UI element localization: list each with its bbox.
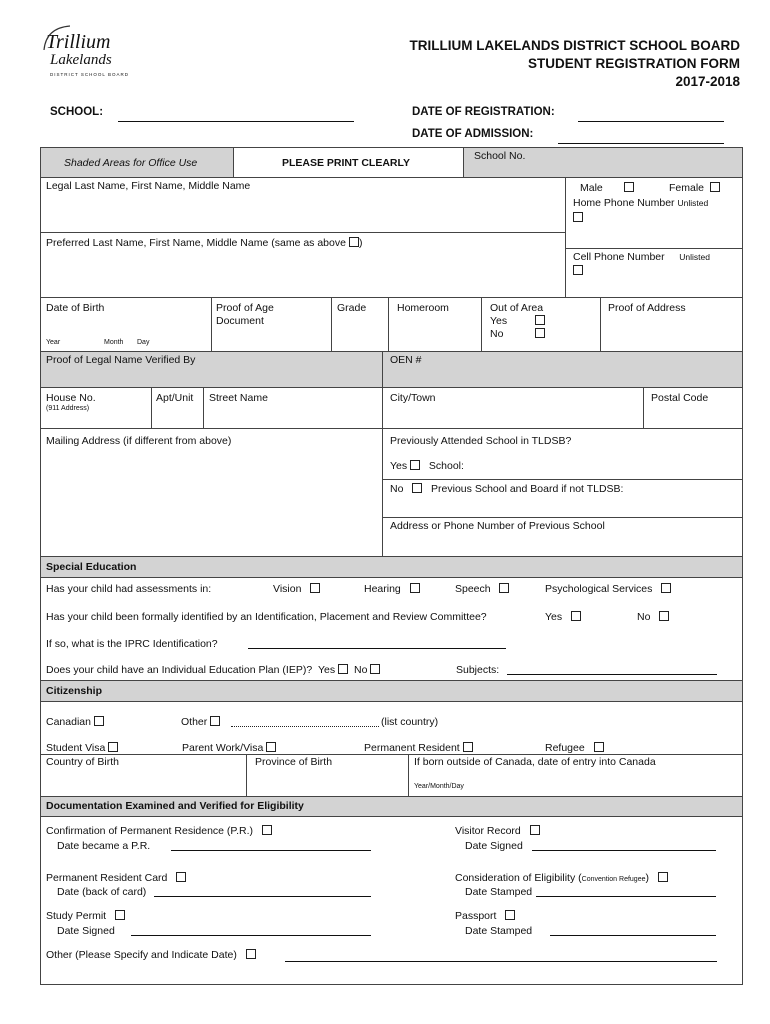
iep-yes-checkbox[interactable] [338,664,348,674]
logo-name-line2: Lakelands [50,52,112,68]
ymd-label: Year/Month/Day [414,783,464,790]
school-field[interactable] [118,121,354,122]
passport-label: Passport [455,910,497,922]
refugee-option[interactable] [545,742,604,754]
other-country-field[interactable] [231,726,379,727]
subjects-field[interactable] [507,674,717,675]
born-outside-label: If born outside of Canada, date of entry into Canada [414,756,656,768]
legal-name-verified-label: Proof of Legal Name Verified By [46,354,196,366]
prc-checkbox[interactable] [176,872,186,882]
cell-unlisted-checkbox[interactable] [573,265,583,275]
same-as-above-checkbox[interactable] [349,237,359,247]
pr-label: Confirmation of Permanent Residence (P.R.) [46,825,253,837]
form-title: STUDENT REGISTRATION FORM [528,56,740,71]
other-doc-option[interactable] [46,949,256,961]
student-visa-checkbox[interactable] [108,742,118,752]
vision-checkbox[interactable] [310,583,320,593]
prc-date-field[interactable] [154,896,371,897]
consideration-date-label: Date Stamped [465,886,533,898]
other-option[interactable] [181,716,220,728]
prev-no-label: No [390,483,404,495]
consideration-label: Consideration of Eligibility ( [455,872,582,884]
list-country-label: (list country) [381,716,439,728]
other-label: Other [181,716,208,728]
iprc-id-field[interactable] [248,648,506,649]
other-doc-field[interactable] [285,961,717,962]
other-checkbox[interactable] [210,716,220,726]
iprc-yes-checkbox[interactable] [571,611,581,621]
date-admission-label: DATE OF ADMISSION: [412,128,534,140]
psych-option[interactable] [545,583,671,595]
perm-res-option[interactable] [364,742,473,754]
cell-phone-label [573,251,710,263]
parent-visa-option[interactable] [182,742,276,754]
hearing-checkbox[interactable] [410,583,420,593]
speech-label: Speech [455,583,491,595]
proof-age-label-2: Document [216,315,264,327]
passport-checkbox[interactable] [505,910,515,920]
prev-attended-no[interactable] [390,483,623,495]
iprc-no-checkbox[interactable] [659,611,669,621]
canadian-label: Canadian [46,716,91,728]
assessments-label: Has your child had assessments in: [46,583,212,595]
speech-option[interactable] [455,583,509,595]
prev-yes-label: Yes [390,460,408,472]
parent-visa-checkbox[interactable] [266,742,276,752]
out-of-area-label: Out of Area [490,302,544,314]
prev-school-label: School: [428,460,464,472]
visitor-date-label: Date Signed [465,840,523,852]
perm-res-checkbox[interactable] [463,742,473,752]
other-doc-label: Other (Please Specify and Indicate Date) [46,949,237,961]
date-registration-label: DATE OF REGISTRATION: [412,106,555,118]
perm-res-label: Permanent Resident [364,742,460,754]
refugee-label: Refugee [545,742,585,754]
prev-no-checkbox[interactable] [412,483,422,493]
legal-name-label: Legal Last Name, First Name, Middle Name [46,180,251,192]
preferred-name-label [46,237,362,249]
iep-yes-label: Yes [318,664,336,676]
passport-option[interactable] [455,910,515,922]
prev-board-label: Previous School and Board if not TLDSB: [431,483,624,495]
passport-date-label: Date Stamped [465,925,533,937]
prev-yes-checkbox[interactable] [410,460,420,470]
logo-name-line3: DISTRICT SCHOOL BOARD [50,72,130,77]
consideration-sub: Convention Refugee [581,876,646,883]
school-no-label: School No. [474,150,526,162]
canadian-option[interactable] [46,716,104,728]
cell-phone-text: Cell Phone Number [573,251,665,263]
student-visa-label: Student Visa [46,742,106,754]
male-option[interactable] [580,182,634,194]
female-option[interactable] [669,182,720,194]
prev-attended-yes[interactable] [390,460,464,472]
pr-checkbox[interactable] [262,825,272,835]
dob-label: Date of Birth [46,302,105,314]
study-permit-checkbox[interactable] [115,910,125,920]
vision-label: Vision [273,583,302,595]
visitor-option[interactable] [455,825,540,837]
visitor-label: Visitor Record [455,825,521,837]
out-no-checkbox[interactable] [535,328,545,338]
documentation-heading: Documentation Examined and Verified for Eligibility [46,800,304,812]
iep-no-label: No [353,664,368,676]
study-date-field[interactable] [131,935,371,936]
print-clearly-note: PLEASE PRINT CLEARLY [282,157,410,169]
home-phone-label [573,197,708,209]
homeroom-label: Homeroom [397,302,449,314]
prev-attended-label: Previously Attended School in TLDSB? [390,435,572,447]
psych-checkbox[interactable] [661,583,671,593]
mailing-address-label: Mailing Address (if different from above) [46,435,232,447]
home-phone-text: Home Phone Number [573,197,675,209]
prc-date-label: Date (back of card) [57,886,147,898]
house-no-label: House No. [46,392,96,404]
iprc-no-label: No [637,611,651,623]
street-name-label: Street Name [209,392,268,404]
home-unlisted-checkbox[interactable] [573,212,583,222]
preferred-close: ) [358,237,363,249]
study-permit-label: Study Permit [46,910,107,922]
apt-unit-label: Apt/Unit [156,392,194,404]
preferred-name-field[interactable] [44,252,562,294]
logo-swoosh-icon [40,22,80,52]
home-unlisted-label: Unlisted [677,198,709,208]
date-registration-field[interactable] [578,121,724,122]
iprc-no-option[interactable] [637,611,669,623]
female-label: Female [669,182,705,194]
iep-text: Does your child have an Individual Education Plan (IEP)? [46,664,313,676]
consideration-date-field[interactable] [536,896,716,897]
country-birth-label: Country of Birth [46,756,119,768]
iprc-question: Has your child been formally identified by an Identification, Placement and Review Committee? [46,611,487,623]
logo-name-line1: Trillium [46,31,111,53]
prc-label: Permanent Resident Card [46,872,168,884]
hearing-option[interactable] [364,583,420,595]
speech-checkbox[interactable] [499,583,509,593]
city-town-label: City/Town [390,392,436,404]
postal-code-label: Postal Code [651,392,709,404]
consideration-checkbox[interactable] [658,872,668,882]
board-logo [40,22,150,80]
legal-name-field[interactable] [44,195,562,229]
psych-label: Psychological Services [545,583,653,595]
pr-option[interactable] [46,825,272,837]
vision-option[interactable] [273,583,320,595]
prev-address-label: Address or Phone Number of Previous School [390,520,605,532]
prc-option[interactable] [46,872,186,884]
other-doc-checkbox[interactable] [246,949,256,959]
out-of-area-yes[interactable] [490,315,545,327]
consideration-option[interactable] [455,872,668,884]
proof-address-label: Proof of Address [608,302,686,314]
dob-day-label: Day [137,339,150,346]
study-permit-option[interactable] [46,910,125,922]
out-yes-checkbox[interactable] [535,315,545,325]
pr-date-field[interactable] [171,850,371,851]
office-use-note: Shaded Areas for Office Use [64,157,198,169]
out-of-area-no[interactable] [490,328,545,340]
female-checkbox[interactable] [710,182,720,192]
consideration-close: ) [645,872,649,884]
dob-year-label: Year [46,339,61,346]
male-checkbox[interactable] [624,182,634,192]
refugee-checkbox[interactable] [594,742,604,752]
proof-age-label-1: Proof of Age [216,302,274,314]
iprc-yes-option[interactable] [545,611,581,623]
male-label: Male [580,182,603,194]
parent-visa-label: Parent Work/Visa [182,742,264,754]
special-ed-heading: Special Education [46,561,137,573]
grade-label: Grade [337,302,367,314]
passport-date-field[interactable] [550,935,716,936]
date-admission-field[interactable] [558,143,724,144]
iep-question [46,664,380,676]
citizenship-heading: Citizenship [46,685,103,697]
preferred-name-text: Preferred Last Name, First Name, Middle Name (same as above [46,237,346,249]
iprc-id-label: If so, what is the IPRC Identification? [46,638,218,650]
student-visa-option[interactable] [46,742,118,754]
province-birth-label: Province of Birth [255,756,333,768]
subjects-label: Subjects: [456,664,500,676]
hearing-label: Hearing [364,583,401,595]
iprc-yes-label: Yes [545,611,563,623]
house-no-sublabel: (911 Address) [46,405,90,412]
out-no-label: No [490,328,504,340]
school-year: 2017-2018 [675,74,740,89]
cell-unlisted-label: Unlisted [679,252,710,262]
pr-date-label: Date became a P.R. [57,840,151,852]
visitor-date-field[interactable] [532,850,716,851]
out-yes-label: Yes [490,315,508,327]
board-name: TRILLIUM LAKELANDS DISTRICT SCHOOL BOARD [409,38,740,53]
canadian-checkbox[interactable] [94,716,104,726]
visitor-checkbox[interactable] [530,825,540,835]
iep-no-checkbox[interactable] [370,664,380,674]
study-date-label: Date Signed [57,925,115,937]
oen-label: OEN # [390,354,422,366]
school-label: SCHOOL: [50,106,104,118]
dob-month-label: Month [104,339,124,346]
